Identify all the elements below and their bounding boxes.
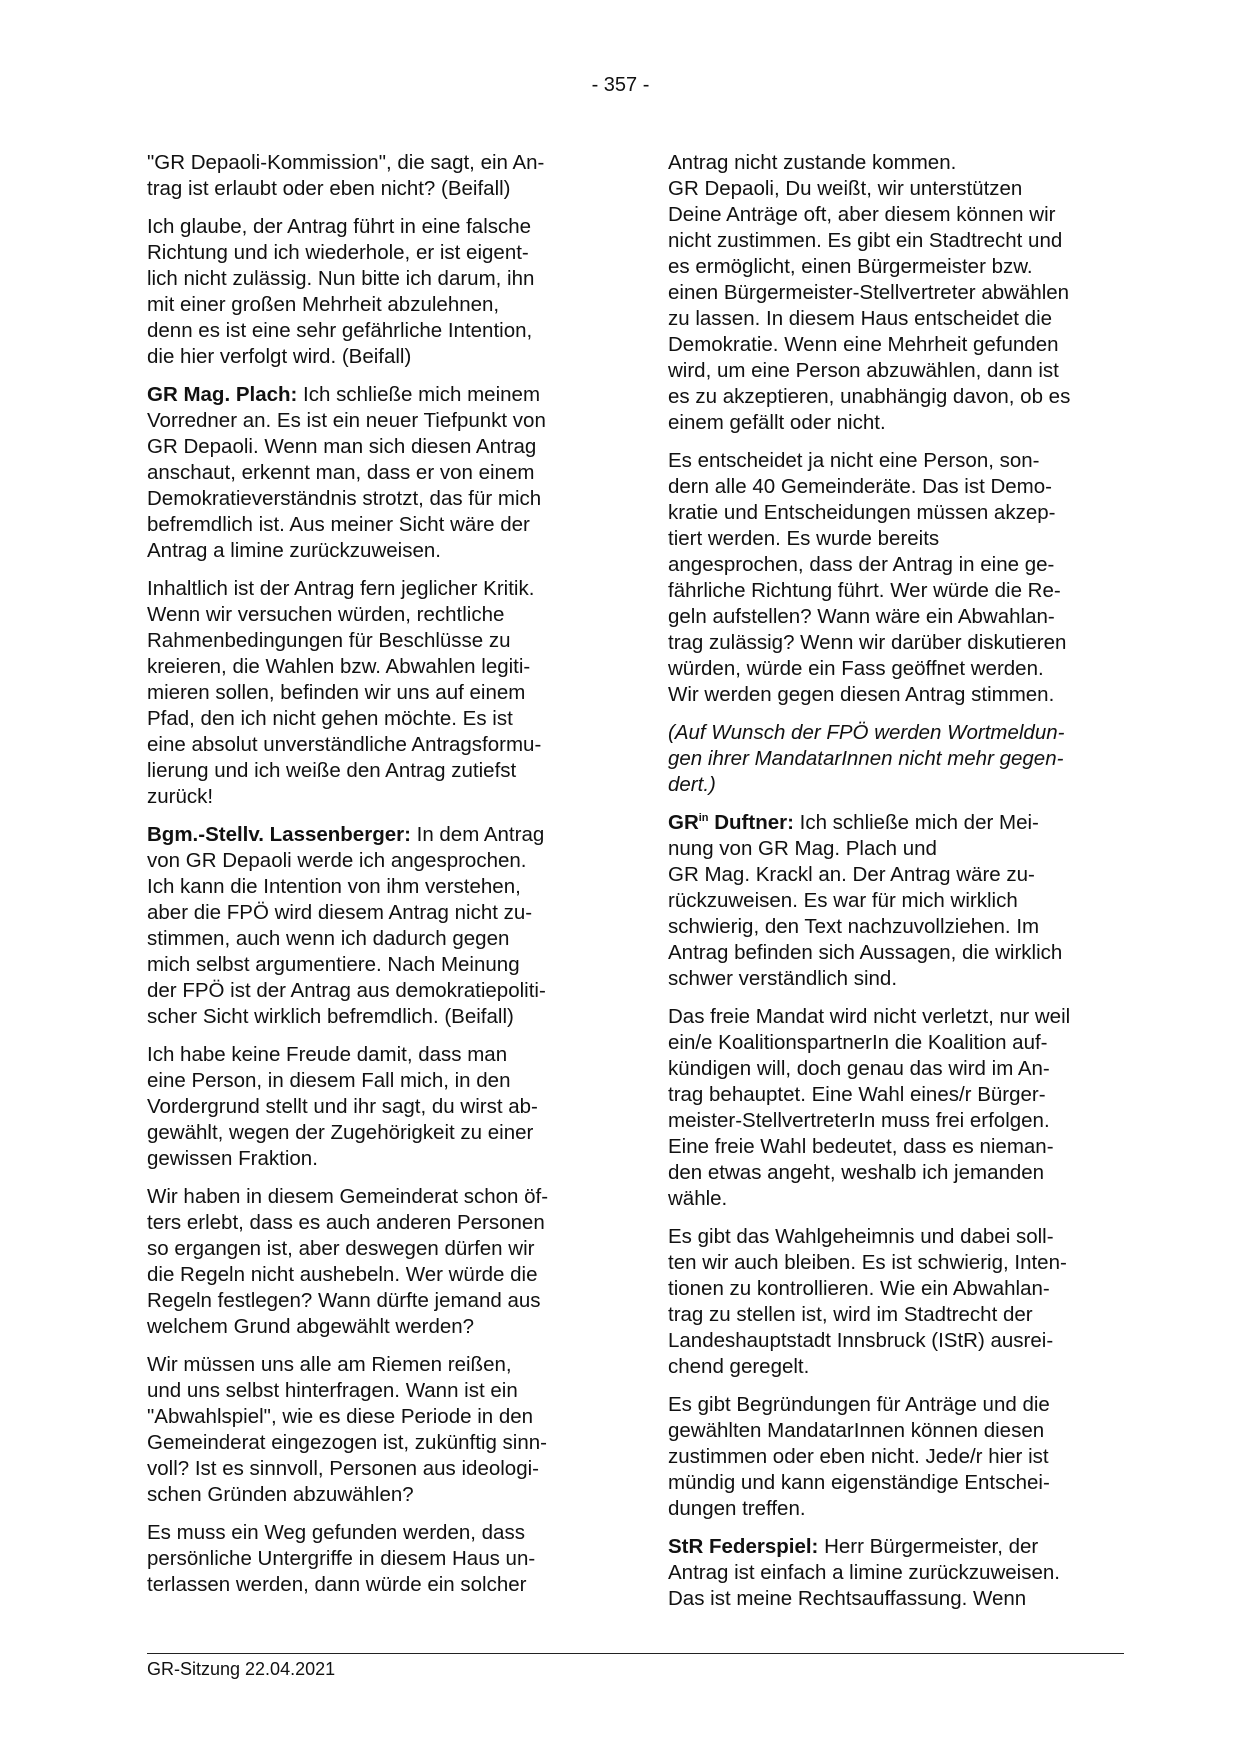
page-number: - 357 -: [591, 74, 650, 96]
speech-plach: [147, 382, 597, 564]
speaker-name: Bgm.-Stellv. Lassenberger:: [147, 823, 411, 846]
speaker-name: [668, 811, 794, 834]
speech-lassenberger: [147, 822, 597, 1030]
speaker-title-suffix: in: [698, 812, 709, 825]
speaker-surname: Duftner:: [708, 811, 794, 834]
left-column: [147, 150, 597, 1610]
paragraph: Ich habe keine Freude damit, dass man eine Person, in diesem Fall mich, in den Vordergrund stellt und ihr sagt, du wirst ab- gewählt, wegen der Zugehörigkeit zu einer gewissen Fraktion.: [147, 1043, 538, 1170]
editorial-note: (Auf Wunsch der FPÖ werden Wortmeldun- gen ihrer MandatarInnen nicht mehr gegen- dert.): [668, 721, 1065, 796]
paragraph: Inhaltlich ist der Antrag fern jeglicher Kritik. Wenn wir versuchen würden, rechtliche Rahmenbedingungen für Beschlüsse zu kreieren, die Wahlen bzw. Abwahlen legiti- mieren sollen, befinden wir uns auf einem Pfad, den ich nicht gehen möchte. Es ist eine absolut unverständliche Antragsformu- lierung und ich weiße den Antrag zutiefst zurück!: [147, 577, 542, 808]
speech-text: Ich schließe mich meinem Vorredner an. Es ist ein neuer Tiefpunkt von GR Depaoli. Wenn man sich diesen Antrag anschaut, erkennt man, dass er von einem Demokratieverständnis strotzt, das für mich befremdlich ist. Aus meiner Sicht wäre der Antrag a limine zurückzuweisen.: [147, 383, 546, 562]
speech-text: Ich schließe mich der Mei- nung von GR Mag. Plach und GR Mag. Krackl an. Der Antrag wäre zu- rückzuweisen. Es war für mich wirklich schwierig, den Text nachzuvollziehen. Im Antrag befinden sich Aussagen, die wirklich schwer verständlich sind.: [668, 811, 1063, 990]
speech-duftner: [668, 810, 1118, 992]
paragraph: "GR Depaoli-Kommission", die sagt, ein An- trag ist erlaubt oder eben nicht? (Beifall): [147, 151, 545, 200]
right-column: [668, 150, 1118, 1624]
speech-text: Herr Bürgermeister, der Antrag ist einfach a limine zurückzuweisen. Das ist meine Rechtsauffassung. Wenn: [668, 1535, 1060, 1610]
paragraph: Wir haben in diesem Gemeinderat schon öf- ters erlebt, dass es auch anderen Personen so ergangen ist, aber deswegen dürfen wir die Regeln nicht aushebeln. Wer würde die Regeln festlegen? Wann dürfte jemand aus welchem Grund abgewählt werden?: [147, 1185, 549, 1338]
paragraph: Antrag nicht zustande kommen.: [668, 151, 957, 174]
footer-divider: [147, 1653, 1124, 1654]
paragraph: Wir müssen uns alle am Riemen reißen, und uns selbst hinterfragen. Wann ist ein "Abwahlspiel", wie es diese Periode in den Gemeinderat eingezogen ist, zukünftig sinn- voll? Ist es sinnvoll, Personen aus ideologi- schen Gründen abzuwählen?: [147, 1353, 547, 1506]
paragraph: Es muss ein Weg gefunden werden, dass persönliche Untergriffe in diesem Haus un- terlassen werden, dann würde ein solcher: [147, 1521, 536, 1596]
speaker-name: GR Mag. Plach:: [147, 383, 298, 406]
speaker-title: GR: [668, 811, 699, 834]
footer-session-date: GR-Sitzung 22.04.2021: [147, 1659, 336, 1679]
paragraph: Es entscheidet ja nicht eine Person, son- dern alle 40 Gemeinderäte. Das ist Demo- kratie und Entscheidungen müssen akzep- tiert werden. Es wurde bereits angesprochen, dass der Antrag in eine ge- fährliche Richtung führt. Wer würde die Re- geln aufstellen? Wann wäre ein Abwahlan- trag zulässig? Wenn wir darüber diskutieren würden, würde ein Fass geöffnet werden. Wir werden gegen diesen Antrag stimmen.: [668, 449, 1067, 706]
paragraph: Es gibt Begründungen für Anträge und die gewählten MandatarInnen können diesen zustimmen oder eben nicht. Jede/r hier ist mündig und kann eigenständige Entschei- dungen treffen.: [668, 1393, 1050, 1520]
paragraph: Es gibt das Wahlgeheimnis und dabei soll- ten wir auch bleiben. Es ist schwierig, Inten- tionen zu kontrollieren. Wie ein Abwahlan- trag zu stellen ist, wird im Stadtrecht der Landeshauptstadt Innsbruck (IStR) ausrei- chend geregelt.: [668, 1225, 1067, 1378]
paragraph: Ich glaube, der Antrag führt in eine falsche Richtung und ich wiederhole, er ist eigent- lich nicht zulässig. Nun bitte ich darum, ihn mit einer großen Mehrheit abzulehnen, denn es ist eine sehr gefährliche Intention, die hier verfolgt wird. (Beifall): [147, 215, 535, 368]
speech-federspiel: [668, 1534, 1118, 1612]
speech-text: In dem Antrag von GR Depaoli werde ich angesprochen. Ich kann die Intention von ihm verstehen, aber die FPÖ wird diesem Antrag nicht zu- stimmen, auch wenn ich dadurch gegen mich selbst argumentiere. Nach Meinung der FPÖ ist der Antrag aus demokratiepoliti- scher Sicht wirklich befremdlich. (Beifall): [147, 823, 546, 1028]
speaker-name: StR Federspiel:: [668, 1535, 819, 1558]
paragraph: GR Depaoli, Du weißt, wir unterstützen Deine Anträge oft, aber diesem können wir nicht zustimmen. Es gibt ein Stadtrecht und es ermöglicht, einen Bürgermeister bzw. einen Bürgermeister-Stellvertreter abwählen zu lassen. In diesem Haus entscheidet die Demokratie. Wenn eine Mehrheit gefunden wird, um eine Person abzuwählen, dann ist es zu akzeptieren, unabhängig davon, ob es einem gefällt oder nicht.: [668, 177, 1071, 434]
paragraph: Das freie Mandat wird nicht verletzt, nur weil ein/e KoalitionspartnerIn die Koalition auf- kündigen will, doch genau das wird im An- trag behauptet. Eine Wahl eines/r Bürger- meister-StellvertreterIn muss frei erfolgen. Eine freie Wahl bedeutet, dass es nieman- den etwas angeht, weshalb ich jemanden wähle.: [668, 1005, 1071, 1210]
